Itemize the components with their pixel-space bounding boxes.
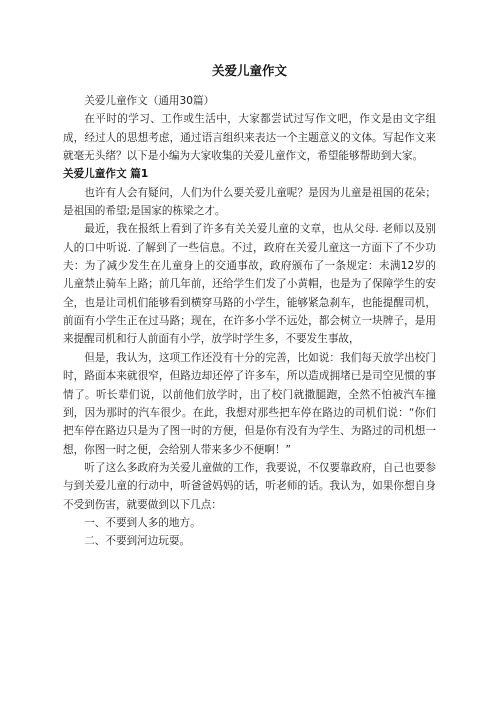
body-paragraph: 最近，我在报纸上看到了许多有关关爱儿童的文章，也从父母. 老师以及别人的口中听说. 了解到了一些信息。不过，政府在关爱儿童这一方面下了不少功夫：为了减少发生在儿童身上的交通事故，政府颁布了一条规定：未满12岁的儿童禁止骑车上路；前几年前，还给学生们发了小黄帽，也是为了保障学生的安全，也是让司机们能够看到横穿马路的小学生，能够紧急刹车，也能提醒司机，前面有小学生正在过马路；现在，在许多小学不远处，都会树立一块牌子，是用来提醒司机和行人前面有小学，放学时学生多，不要发生事故， xyxy=(63,223,436,346)
document-body xyxy=(63,92,436,551)
body-paragraph: 也许有人会有疑问，人们为什么要关爱儿童呢？是因为儿童是祖国的花朵；是祖国的希望;是国家的栋梁之才。 xyxy=(63,186,436,218)
body-paragraph: 一、不要到人多的地方。 xyxy=(84,516,201,529)
body-paragraph: 在平时的学习、工作或生活中，大家都尝试过写作文吧，作文是由文字组成，经过人的思想考虑，通过语言组织来表达一个主题意义的文体。写起作文来就毫无头绪？以下是小编为大家收集的关爱儿童作文，希望能够帮助到大家。 xyxy=(63,113,436,163)
body-paragraph: 关爱儿童作文（通用30篇） xyxy=(84,95,215,107)
section-heading: 关爱儿童作文 篇1 xyxy=(63,168,149,181)
body-paragraph: 但是，我认为，这项工作还没有十分的完善，比如说：我们每天放学出校门时，路面本来就很窄，但路边却还停了许多车，所以造成拥堵已是司空见惯的事情了。听长辈们说，以前他们放学时，出了校门就撒腿跑，全然不怕被汽车撞到，因为那时的汽车很少。在此，我想对那些把车停在路边的司机们说：“你们把车停在路边只是为了图一时的方便，但是你有没有为学生、为路过的司机想一想，你图一时之便，会给别人带来多少不便啊！” xyxy=(63,351,436,456)
document-title: 关爱儿童作文 xyxy=(211,63,287,78)
body-paragraph: 二、不要到河边玩耍。 xyxy=(84,535,191,548)
body-paragraph: 听了这么多政府为关爱儿童做的工作，我要说，不仅要靠政府，自己也要参与到关爱儿童的行动中，听爸爸妈妈的话，听老师的话。我认为，如果你想自身不受到伤害，就要做到以下几点： xyxy=(63,461,436,511)
